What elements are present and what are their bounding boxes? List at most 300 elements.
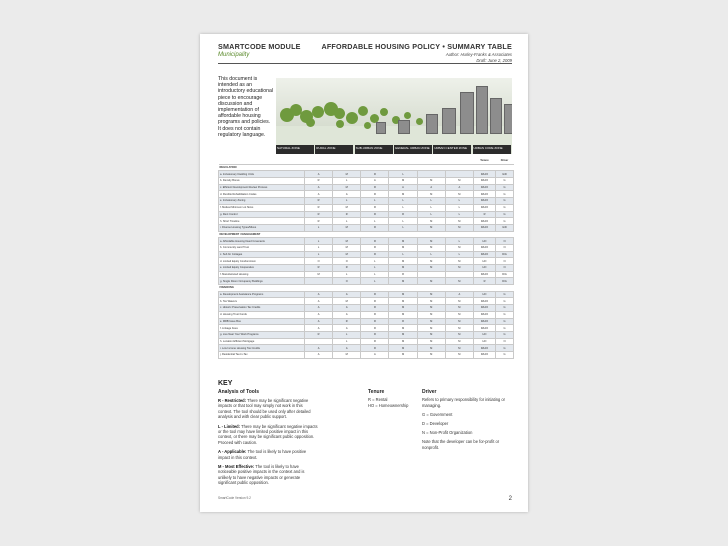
table-row [219, 251, 514, 258]
rating-cell: M [417, 345, 445, 352]
rating-cell: L [361, 265, 389, 272]
tree-shape [336, 120, 344, 128]
tool-label: e. Inclusionary Zoning [219, 198, 305, 205]
rating-cell: L [361, 278, 389, 285]
tool-label: a. Affordable Housing Deed Covenants [219, 238, 305, 245]
rating-cell: M [333, 224, 361, 231]
rating-cell: A [445, 184, 473, 191]
rating-cell: N [496, 265, 514, 272]
rating-cell: R/H/O [474, 178, 496, 185]
building-shape [426, 114, 438, 134]
rating-cell: M [445, 325, 473, 332]
driver-item: D = Developer [422, 421, 449, 426]
rating-cell: HO [474, 258, 496, 265]
table-row [219, 305, 514, 312]
rating-cell: R/H/O [474, 271, 496, 278]
tool-label: f. Modest Minimum Lot Sizes [219, 204, 305, 211]
tool-label: b. Density Bonus [219, 178, 305, 185]
section-title: REGULATION [219, 164, 514, 171]
rating-cell: M [389, 351, 417, 358]
rating-cell: M [389, 265, 417, 272]
table-row [219, 271, 514, 278]
tool-label: i. Low Income Housing Tax Credits [219, 345, 305, 352]
rating-cell [305, 338, 333, 345]
driver-header: Driver [500, 159, 509, 163]
table-row [219, 204, 514, 211]
rating-cell: M [333, 171, 361, 178]
rating-cell: M [333, 251, 361, 258]
tree-shape [346, 112, 358, 124]
tree-shape [380, 108, 388, 116]
building-shape [442, 108, 456, 134]
intro-text: This document is intended as an introductory educational piece to encourage discussion and implementation of affordable housing programs and policies. It does not contain regulatory language. [218, 76, 274, 138]
rating-cell: M [389, 305, 417, 312]
rating-cell: R/H/O [474, 191, 496, 198]
rating-cell: A [305, 298, 333, 305]
rating-cell: L [361, 198, 389, 205]
building-shape [476, 86, 488, 134]
rating-cell: R [361, 211, 389, 218]
rating-cell: R [389, 271, 417, 278]
rating-cell: L [305, 244, 333, 251]
tool-label: g. Live Near Your Work Programs [219, 331, 305, 338]
rating-cell: M [389, 338, 417, 345]
rating-cell: M [417, 305, 445, 312]
rating-cell: R/H/O [474, 351, 496, 358]
rating-cell: A [305, 325, 333, 332]
rating-cell: R [333, 318, 361, 325]
rating-cell: M [417, 325, 445, 332]
tenure-item: HO = Homeownership [368, 403, 409, 408]
rating-cell: M [389, 244, 417, 251]
tree-shape [364, 122, 371, 129]
building-shape [376, 122, 386, 134]
rating-cell: R/H/O [474, 318, 496, 325]
municipality-label: Municipality [218, 52, 250, 58]
rating-cell: L [333, 218, 361, 225]
tree-shape [306, 118, 315, 127]
rating-cell: A [445, 291, 473, 298]
rating-cell: M [417, 218, 445, 225]
rating-cell: L [305, 238, 333, 245]
rating-cell: D/G [496, 271, 514, 278]
tree-shape [358, 106, 368, 116]
rating-cell: R [389, 318, 417, 325]
rating-cell: M [333, 204, 361, 211]
building-shape [460, 92, 474, 134]
rating-cell: R [474, 211, 496, 218]
tenure-legend [368, 389, 416, 409]
rating-cell: M [445, 218, 473, 225]
rating-cell: L [333, 271, 361, 278]
tool-label: a. Development Assistance Programs [219, 291, 305, 298]
rating-cell: A [305, 184, 333, 191]
key-term: A - Applicable: [218, 449, 247, 455]
key-item [218, 464, 318, 486]
key-description: There may be significant negative impacts or that tool may simply not work in this context. The tool should be used only after detailed analysis and with clear public support. [218, 398, 311, 420]
tool-label: c. Historic Preservation Tax Credits [219, 305, 305, 312]
rating-cell: M [417, 191, 445, 198]
rating-cell: R/H/O [474, 298, 496, 305]
rating-cell: G [496, 311, 514, 318]
rating-cell: D/G [496, 251, 514, 258]
tree-shape [416, 118, 423, 125]
rating-cell: M [445, 351, 473, 358]
key-term: R - Restricted: [218, 398, 246, 403]
rating-cell: N [496, 338, 514, 345]
tool-label: b. Community Land Trust [219, 244, 305, 251]
rating-cell: M [417, 278, 445, 285]
rating-cell: M [389, 258, 417, 265]
rating-cell: R [305, 331, 333, 338]
rating-cell [445, 271, 473, 278]
tool-label: d. Housing Trust Funds [219, 311, 305, 318]
table-row [219, 198, 514, 205]
rating-cell: R [389, 211, 417, 218]
tool-label: f. Linkage Fees [219, 325, 305, 332]
tool-label: g. Rent Control [219, 211, 305, 218]
tool-label: a. Inclusionary Dwelling Units [219, 171, 305, 178]
rating-cell: G [496, 204, 514, 211]
rating-cell: M [389, 298, 417, 305]
rating-cell: M [417, 178, 445, 185]
section-row [219, 285, 514, 292]
rating-cell: R [361, 251, 389, 258]
rating-cell: M [389, 178, 417, 185]
rating-cell: M [417, 258, 445, 265]
rating-cell [445, 171, 473, 178]
tool-label: c. Sub for Cottages [219, 251, 305, 258]
rating-cell: L [333, 198, 361, 205]
rating-cell: M [445, 345, 473, 352]
rating-cell: R [361, 238, 389, 245]
rating-cell: M [445, 278, 473, 285]
rating-cell: A [305, 305, 333, 312]
table-row [219, 338, 514, 345]
rating-cell: A [333, 291, 361, 298]
rating-cell: L [389, 204, 417, 211]
rating-cell: R/H/O [474, 325, 496, 332]
table-row [219, 224, 514, 231]
draft-date: Draft: June 2, 2009 [476, 58, 512, 63]
building-shape [398, 120, 410, 134]
transect-zone-label: SUB-URBAN ZONE [355, 145, 393, 154]
rating-cell: L [333, 338, 361, 345]
rating-cell: R/H/O [474, 244, 496, 251]
rating-cell: M [389, 191, 417, 198]
driver-note: Note that the developer can be for-profit or nonprofit. [422, 439, 500, 450]
page-number: 2 [508, 496, 512, 502]
driver-title: Driver [422, 389, 437, 395]
tree-shape [404, 112, 411, 119]
rating-cell: L [305, 251, 333, 258]
rating-cell: N [496, 258, 514, 265]
rating-cell: M [389, 345, 417, 352]
rating-cell: L [417, 251, 445, 258]
rating-cell: R [333, 211, 361, 218]
table-row [219, 238, 514, 245]
rating-cell: A [361, 351, 389, 358]
rating-cell: M [417, 265, 445, 272]
rating-cell: A [417, 184, 445, 191]
rating-cell: L [445, 198, 473, 205]
rating-cell: M [445, 318, 473, 325]
rating-cell: R [361, 244, 389, 251]
building-shape [504, 104, 512, 134]
rating-cell: R [305, 178, 333, 185]
rating-cell: R/H/O [474, 305, 496, 312]
rating-cell: A [305, 191, 333, 198]
rating-cell: M [417, 351, 445, 358]
rating-cell: G [496, 325, 514, 332]
rating-cell: R/H/O [474, 184, 496, 191]
rating-cell: M [417, 311, 445, 318]
rating-cell: R [361, 298, 389, 305]
rating-cell: L [361, 271, 389, 278]
key-description: There may be significant negative impacts or the tool may have limited positive impact in this context, or there may be significant public opposition. Proceed with caution. [218, 423, 318, 445]
rating-cell: L [389, 224, 417, 231]
rating-cell: M [417, 318, 445, 325]
transect-zone-label: GENERAL URBAN ZONE [394, 145, 432, 154]
table-row [219, 278, 514, 285]
rating-cell: L [389, 171, 417, 178]
rating-cell: R [361, 325, 389, 332]
key-item [218, 449, 318, 460]
rating-cell: M [417, 338, 445, 345]
rating-cell: G [496, 211, 514, 218]
rating-cell: G [496, 198, 514, 205]
rating-cell: R [305, 211, 333, 218]
rating-cell: L [389, 251, 417, 258]
rating-cell: M [389, 291, 417, 298]
tree-shape [334, 108, 345, 119]
rating-cell: R [361, 171, 389, 178]
rating-cell: G [496, 218, 514, 225]
rating-cell: O [333, 278, 361, 285]
rating-cell: M [445, 191, 473, 198]
key-term: M - Most Effective: [218, 464, 255, 470]
rating-cell [417, 271, 445, 278]
rating-cell: L [389, 218, 417, 225]
tool-label: d. Limited Equity Condominium [219, 258, 305, 265]
rating-cell: L [333, 178, 361, 185]
rating-cell: R/H/O [474, 251, 496, 258]
rating-cell: A [333, 325, 361, 332]
tool-label: g. Single Room Occupancy Buildings [219, 278, 305, 285]
rating-cell: L [361, 218, 389, 225]
table-row [219, 318, 514, 325]
rating-cell: M [445, 244, 473, 251]
section-title: FINANCING [219, 285, 514, 292]
table-row [219, 191, 514, 198]
rating-cell: R [361, 338, 389, 345]
rating-cell: R/H/O [474, 171, 496, 178]
rating-cell: R [305, 265, 333, 272]
section-row [219, 231, 514, 238]
rating-cell: M [417, 238, 445, 245]
building-shape [490, 98, 502, 134]
rating-cell: R [361, 305, 389, 312]
key-description: The tool is likely to have noticeable positive impacts in the context and is unlikely to have negative impacts or generate significant public opposition. [218, 464, 305, 486]
rating-cell: M [417, 331, 445, 338]
rating-cell: R/H/O [474, 198, 496, 205]
rating-cell: HO [474, 265, 496, 272]
tool-label: e. Limited Equity Cooperative [219, 265, 305, 272]
rating-cell: M [389, 325, 417, 332]
table-row [219, 345, 514, 352]
rating-cell: A [305, 311, 333, 318]
rating-cell: R [361, 204, 389, 211]
table-row [219, 211, 514, 218]
rating-cell: G [496, 331, 514, 338]
rating-cell: N [496, 244, 514, 251]
rating-cell: R [361, 311, 389, 318]
table-row [219, 244, 514, 251]
rating-cell: M [445, 224, 473, 231]
rating-cell: M [445, 331, 473, 338]
rating-cell: M [445, 178, 473, 185]
rating-cell: M [333, 351, 361, 358]
rating-cell: R/H/O [474, 345, 496, 352]
rating-cell: HO [474, 238, 496, 245]
rating-cell: R [361, 345, 389, 352]
rating-cell: M [445, 265, 473, 272]
transect-zone-label: RURAL ZONE [315, 145, 353, 154]
rating-cell: M [417, 224, 445, 231]
table-row [219, 178, 514, 185]
table-row [219, 331, 514, 338]
table-row [219, 325, 514, 332]
rating-cell: R [361, 291, 389, 298]
rating-cell: O [333, 258, 361, 265]
tool-label: i. Diverse Housing Types/Mixes [219, 224, 305, 231]
rating-cell: M [417, 291, 445, 298]
rating-cell: L [389, 198, 417, 205]
rating-cell: N [496, 238, 514, 245]
section-row [219, 164, 514, 171]
rating-cell: R/H/O [474, 224, 496, 231]
rating-cell: A [305, 345, 333, 352]
table-row [219, 218, 514, 225]
rating-cell: R [305, 218, 333, 225]
rating-cell: M [445, 298, 473, 305]
key-subtitle: Analysis of Tools [218, 389, 260, 395]
tree-shape [312, 106, 324, 118]
transect-illustration [276, 78, 512, 154]
rating-cell: R [361, 331, 389, 338]
module-title: SMARTCODE MODULE [218, 42, 301, 51]
rating-cell: L [361, 258, 389, 265]
tenure-item: R = Rental [368, 397, 388, 402]
table-row [219, 311, 514, 318]
rating-cell: G [496, 305, 514, 312]
table-row [219, 291, 514, 298]
rating-cell: G [496, 318, 514, 325]
rating-cell: G/D [496, 224, 514, 231]
rating-cell: G [496, 351, 514, 358]
transect-zone-label: URBAN CORE ZONE [473, 145, 511, 154]
transect-zone-label: NATURAL ZONE [276, 145, 314, 154]
rating-cell: M [305, 271, 333, 278]
key-item [218, 398, 318, 420]
tenure-title: Tenure [368, 389, 385, 395]
rating-cell: M [333, 238, 361, 245]
rating-cell: HO [474, 291, 496, 298]
rating-cell: HO [474, 338, 496, 345]
rating-cell: M [389, 238, 417, 245]
rating-cell: A [389, 184, 417, 191]
rating-cell: A [305, 318, 333, 325]
key-item [218, 424, 318, 446]
rating-cell: D/G [496, 278, 514, 285]
rating-cell: R [305, 204, 333, 211]
rating-cell: M [333, 184, 361, 191]
summary-table [218, 158, 514, 359]
rating-cell: L [417, 211, 445, 218]
table-row [219, 265, 514, 272]
table-row [219, 298, 514, 305]
rating-cell: G/D [496, 171, 514, 178]
driver-item: N = Non-Profit Organization [422, 430, 473, 435]
rating-cell: L [445, 251, 473, 258]
rating-cell: M [333, 244, 361, 251]
key-term: L - Limited: [218, 423, 240, 429]
rating-cell: R [305, 198, 333, 205]
rating-cell: G [496, 191, 514, 198]
rating-cell: R [361, 318, 389, 325]
rating-cell: M [445, 258, 473, 265]
table-row [219, 351, 514, 358]
rating-cell: A [333, 305, 361, 312]
key-items [218, 398, 318, 490]
rating-cell: G [496, 184, 514, 191]
rating-cell: L [305, 224, 333, 231]
rating-cell: L [445, 238, 473, 245]
rating-cell: R [361, 224, 389, 231]
tool-label: h. Location Efficient Mortgage [219, 338, 305, 345]
tool-label: h. Short Timeline [219, 218, 305, 225]
document-title: AFFORDABLE HOUSING POLICY • SUMMARY TABLE [321, 42, 512, 51]
key-description: The tool is likely to have positive impact in this context. [218, 449, 307, 460]
tool-label: j. Residential Tax-In-Tax [219, 351, 305, 358]
rating-cell: R [333, 265, 361, 272]
rating-cell: A [333, 345, 361, 352]
rating-cell: L [333, 331, 361, 338]
document-page [200, 34, 528, 512]
section-title: DEVELOPMENT / MANAGEMENT [219, 231, 514, 238]
rating-cell: M [389, 278, 417, 285]
rating-cell: A [333, 191, 361, 198]
transect-zone-label: URBAN CENTER ZONE [433, 145, 471, 154]
rating-cell: M [445, 305, 473, 312]
rating-cell: A [305, 171, 333, 178]
rating-cell: A [361, 178, 389, 185]
rating-cell: M [389, 331, 417, 338]
table-row [219, 184, 514, 191]
footer-text: SmartCode Version 9.2 [218, 496, 251, 500]
rating-cell: R/H/O [474, 204, 496, 211]
rating-cell: G [496, 178, 514, 185]
rating-cell [417, 171, 445, 178]
tool-label: f. Manufactured Housing [219, 271, 305, 278]
key-title: KEY [218, 380, 233, 387]
tool-label: e. MRB Issue Bos [219, 318, 305, 325]
rating-cell [305, 278, 333, 285]
rating-cell: A [305, 351, 333, 358]
driver-intro: Refers to primary responsibility for initiating or managing. [422, 397, 506, 408]
rating-cell: R [361, 184, 389, 191]
rating-cell: M [389, 311, 417, 318]
